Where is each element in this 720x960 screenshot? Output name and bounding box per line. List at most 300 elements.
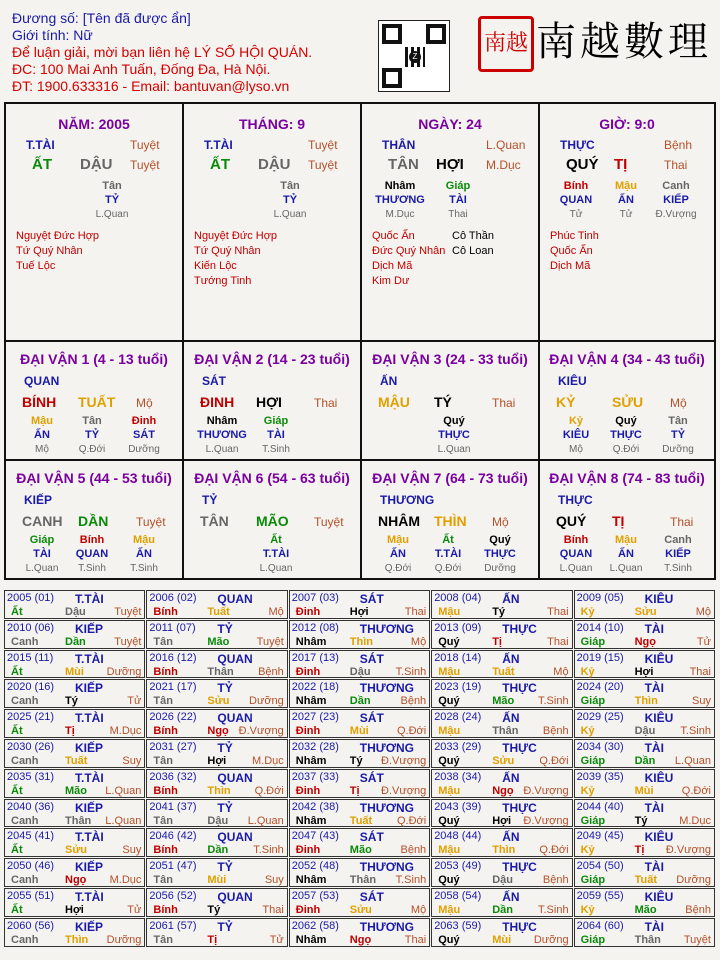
hidden-stem: Quý (615, 415, 637, 427)
year-cell (146, 739, 287, 768)
hidden-ten-god: QUAN (75, 548, 109, 560)
luck-branch: TUẤT (78, 394, 116, 410)
year-branch: Dậu (65, 606, 86, 618)
year-stem: Đinh (295, 606, 321, 618)
luck-stem: TÂN (200, 513, 229, 529)
hidden-stage: L.Quan (95, 209, 129, 220)
year-stem: Quý (438, 755, 460, 767)
year-stage: Mộ (410, 635, 427, 648)
year-label: 2036 (32) (149, 770, 197, 783)
year-stem: Tân (153, 695, 173, 708)
year-cell (574, 918, 715, 947)
year-stem: Canh (11, 874, 39, 887)
year-ten-god: T.TÀI (75, 711, 104, 726)
year-stage: T.Sinh (395, 665, 427, 678)
hidden-stem: Tân (280, 180, 300, 192)
year-cell (4, 769, 145, 798)
hidden-stage: Thai (448, 209, 468, 220)
year-cell (4, 888, 145, 917)
year-cell (4, 828, 145, 857)
hidden-stage: Q.Đới (612, 444, 640, 455)
hidden-stage: Dưỡng (662, 444, 694, 455)
year-ten-god: TÀI (644, 860, 664, 875)
year-branch: Ngọ (634, 635, 656, 648)
year-label: 2030 (26) (7, 741, 55, 753)
hidden-stem: Giáp (29, 534, 55, 546)
year-label: 2015 (11) (7, 651, 54, 664)
year-stem: Tân (153, 755, 173, 767)
year-cell (289, 769, 430, 798)
year-cell (146, 918, 287, 947)
luck-pillar-cell (540, 342, 714, 461)
hidden-stage: Mộ (569, 444, 583, 455)
year-cell (431, 679, 572, 708)
star-item: Nguyệt Đức Hợp (194, 230, 278, 242)
year-stem: Mậu (438, 665, 461, 678)
year-stem: Bính (153, 784, 178, 797)
year-label: 2025 (21) (7, 711, 55, 724)
year-label: 2029 (25) (576, 711, 624, 724)
year-cell (431, 769, 572, 798)
year-label: 2013 (09) (434, 621, 482, 634)
hidden-ten-god: KIÊU (562, 429, 590, 441)
year-label: 2005 (01) (7, 592, 55, 604)
hidden-stem: Kỷ (568, 415, 584, 427)
year-label: 2035 (31) (7, 770, 55, 783)
year-branch: Tuất (492, 665, 515, 678)
hidden-stage: L.Quan (609, 563, 643, 574)
year-branch: Thìn (492, 844, 516, 857)
year-ten-god: T.TÀI (75, 830, 104, 845)
year-branch: Tý (65, 695, 78, 708)
year-branch: Dần (65, 635, 86, 648)
year-label: 2061 (57) (149, 919, 197, 932)
star-item: Nguyệt Đức Hợp (16, 230, 100, 242)
pillar-cell (6, 104, 184, 342)
year-cell (289, 828, 430, 857)
year-ten-god: ẤN (502, 651, 520, 666)
hidden-ten-god: T.TÀI (262, 548, 290, 560)
year-stage: Thai (404, 933, 427, 946)
hidden-stage: L.Quan (25, 563, 59, 574)
year-cell (289, 888, 430, 917)
year-ten-god: KIẾP (75, 681, 104, 696)
year-stem: Canh (11, 755, 39, 767)
year-label: 2007 (03) (291, 592, 339, 604)
year-stem: Giáp (580, 814, 606, 827)
year-ten-god: TÀI (644, 919, 664, 934)
year-stage: Q.Đới (396, 814, 427, 827)
year-ten-god: KIÊU (644, 651, 674, 666)
year-branch: Tị (634, 844, 645, 857)
pillar-ten-god: THỰC (560, 138, 595, 152)
year-label: 2012 (08) (291, 621, 339, 634)
luck-stem: NHÂM (378, 513, 420, 529)
year-label: 2058 (54) (434, 890, 482, 902)
hidden-stem: Đinh (131, 415, 157, 427)
year-stage: Đ.Vượng (381, 755, 427, 767)
year-label: 2026 (22) (149, 711, 197, 724)
year-cell (289, 620, 430, 649)
luck-branch: THÌN (434, 513, 467, 529)
year-stem: Ất (11, 725, 23, 738)
year-ten-god: QUAN (217, 890, 253, 904)
pillar-title: NGÀY: 24 (418, 116, 482, 132)
year-stage: M.Dục (109, 874, 142, 887)
year-stem: Tân (153, 933, 173, 946)
year-stem: Kỷ (580, 606, 595, 618)
year-branch: Thân (492, 725, 519, 738)
hidden-stage: Q.Đới (78, 444, 106, 455)
year-label: 2018 (14) (434, 651, 482, 664)
hidden-stem: Bính (563, 180, 589, 192)
year-cell (4, 799, 145, 828)
year-label: 2044 (40) (576, 800, 624, 813)
luck-stage: Thai (492, 396, 516, 410)
pillar-ten-god: T.TÀI (204, 138, 233, 152)
hidden-stem: Mậu (133, 534, 155, 546)
star-item: Quốc Ấn (550, 245, 593, 257)
hidden-ten-god: TỶ (104, 194, 120, 206)
pillar-cell (362, 104, 540, 342)
hidden-ten-god: QUAN (559, 548, 593, 560)
luck-stage: Thai (670, 515, 694, 529)
year-cell (146, 888, 287, 917)
hidden-stem: Bính (79, 534, 105, 546)
year-ten-god: THỰC (502, 681, 537, 696)
year-stage: Mộ (553, 665, 569, 678)
year-stem: Giáp (580, 635, 606, 648)
year-cell (574, 679, 715, 708)
year-ten-god: TỶ (217, 800, 233, 815)
year-label: 2011 (07) (149, 621, 196, 634)
year-stem: Nhâm (295, 695, 327, 708)
year-ten-god: KIÊU (644, 830, 674, 845)
pillar-stem: QUÝ (566, 156, 599, 173)
year-stage: Q.Đới (396, 725, 427, 738)
qr-code-icon: Z (378, 20, 450, 92)
year-stage: M.Dục (679, 814, 711, 827)
hidden-stem: Tân (82, 415, 102, 427)
year-branch: Hợi (492, 814, 512, 827)
year-branch: Sửu (349, 904, 372, 916)
year-cell (289, 918, 430, 947)
luck-pillar-title: ĐẠI VẬN 5 (44 - 53 tuổi) (16, 470, 172, 486)
year-stem: Quý (438, 814, 460, 827)
year-ten-god: TÀI (644, 741, 664, 755)
year-ten-god: SÁT (359, 711, 384, 726)
luck-stem: MẬU (378, 394, 410, 410)
year-branch: Mão (207, 635, 230, 648)
year-stem: Đinh (295, 904, 321, 916)
hidden-stage: Q.Đới (434, 563, 462, 574)
year-label: 2033 (29) (434, 741, 482, 753)
year-cell (574, 769, 715, 798)
year-ten-god: QUAN (217, 651, 253, 666)
pillar-stage-stem: Bệnh (664, 138, 693, 152)
year-branch: Tị (492, 635, 502, 648)
hidden-stem: Tân (668, 415, 688, 427)
year-stem: Nhâm (295, 814, 327, 827)
year-ten-god: TỶ (217, 741, 233, 755)
year-stage: Thai (689, 665, 711, 678)
year-cell (574, 858, 715, 887)
year-cell (146, 620, 287, 649)
pillar-stem: ẤT (32, 156, 52, 173)
year-stage: Q.Đới (539, 844, 569, 857)
year-cell (574, 620, 715, 649)
pillar-ten-god: T.TÀI (26, 138, 55, 152)
luck-branch: TỊ (612, 513, 625, 529)
year-ten-god: KIÊU (644, 890, 674, 904)
year-label: 2045 (41) (7, 830, 55, 843)
hidden-stem: Mậu (615, 534, 637, 546)
year-label: 2027 (23) (291, 711, 339, 724)
year-ten-god: KIÊU (644, 711, 674, 726)
hidden-ten-god: TỶ (84, 429, 100, 441)
year-branch: Thìn (349, 635, 374, 648)
year-cell (4, 858, 145, 887)
year-stage: Tử (127, 904, 142, 916)
year-branch: Tý (207, 904, 221, 916)
year-stage: T.Sinh (538, 695, 569, 708)
year-label: 2038 (34) (434, 770, 482, 783)
year-stage: Bệnh (542, 874, 569, 887)
hidden-stage: T.Sinh (78, 563, 106, 574)
hidden-ten-god: THỰC (438, 429, 470, 441)
year-label: 2019 (15) (576, 651, 624, 664)
star-item: Cô Thần (452, 230, 494, 242)
year-stage: Tuyệt (683, 933, 711, 946)
year-stem: Quý (438, 933, 460, 946)
year-branch: Sửu (65, 844, 88, 857)
pillar-stage-stem: L.Quan (486, 138, 526, 152)
hidden-stage: L.Quan (273, 209, 307, 220)
year-cell (431, 709, 572, 738)
luck-pillar-title: ĐẠI VẬN 7 (64 - 73 tuổi) (372, 470, 528, 486)
year-ten-god: SÁT (359, 651, 384, 666)
luck-ten-god: TỶ (202, 493, 218, 507)
luck-stem: BÍNH (22, 394, 57, 410)
luck-stem: QUÝ (556, 513, 587, 529)
luck-stage: Mộ (670, 396, 687, 410)
year-ten-god: QUAN (217, 592, 253, 606)
year-cell (4, 709, 145, 738)
year-label: 2021 (17) (149, 681, 197, 694)
year-label: 2050 (46) (7, 860, 55, 873)
year-stem: Ất (11, 844, 23, 857)
hidden-ten-god: THỰC (484, 548, 516, 560)
pillar-stem: TÂN (388, 156, 419, 173)
year-stem: Đinh (295, 725, 321, 738)
year-label: 2031 (27) (149, 741, 197, 753)
luck-branch: SỬU (612, 394, 644, 410)
hidden-stem: Tân (102, 180, 122, 192)
hidden-stage: L.Quan (259, 563, 293, 574)
year-cell (574, 590, 715, 619)
luck-ten-god: THƯƠNG (380, 493, 435, 507)
year-stem: Canh (11, 695, 39, 708)
year-stem: Đinh (295, 844, 321, 857)
year-branch: Mão (634, 904, 657, 916)
phone-email-label: ĐT: 1900.633316 - Email: bantuvan@lyso.vn (12, 78, 290, 94)
year-branch: Mão (349, 844, 372, 857)
hidden-stage: L.Quan (437, 444, 471, 455)
star-item: Dịch Mã (372, 260, 413, 272)
pillar-stage-stem: Tuyệt (130, 138, 160, 152)
year-cell (431, 918, 572, 947)
year-stage: Thai (547, 635, 569, 648)
year-cell (146, 858, 287, 887)
luck-stage: Mộ (136, 396, 153, 410)
year-stem: Bính (153, 904, 178, 916)
year-ten-god: KIẾP (75, 800, 104, 815)
luck-ten-god: QUAN (24, 374, 60, 388)
pillar-title: NĂM: 2005 (58, 116, 130, 132)
year-stage: Dưỡng (533, 933, 569, 946)
pillar-branch: DẬU (80, 156, 113, 173)
luck-pillar-cell (6, 342, 184, 461)
year-branch: Sửu (492, 755, 515, 767)
pillar-title: THÁNG: 9 (238, 116, 306, 132)
hidden-ten-god: ẤN (618, 548, 634, 560)
year-stage: Dưỡng (249, 695, 284, 708)
year-branch: Dần (492, 904, 513, 916)
year-branch: Dậu (634, 725, 656, 738)
year-branch: Tuất (349, 814, 373, 827)
year-label: 2032 (28) (291, 741, 339, 753)
year-stem: Giáp (580, 695, 606, 708)
year-stem: Kỷ (580, 904, 595, 916)
pillar-stage-branch: Tuyệt (130, 158, 160, 172)
hidden-stem: Quý (489, 534, 511, 546)
star-item: Tứ Quý Nhân (16, 245, 83, 257)
year-stage: Bệnh (258, 665, 284, 678)
year-ten-god: TỶ (217, 681, 233, 696)
year-branch: Tý (349, 755, 363, 767)
year-stem: Đinh (295, 665, 321, 678)
year-stage: Tuyệt (114, 606, 142, 618)
gender-label: Giới tính: Nữ (12, 27, 93, 43)
year-stem: Kỷ (580, 665, 595, 678)
year-cell (146, 799, 287, 828)
star-item: Tứ Quý Nhân (194, 245, 261, 257)
year-label: 2023 (19) (434, 681, 482, 694)
hidden-stem: Mậu (387, 534, 409, 546)
year-stage: L.Quan (105, 814, 142, 827)
year-stage: Suy (122, 755, 142, 767)
year-label: 2055 (51) (7, 890, 55, 902)
year-label: 2042 (38) (291, 800, 339, 813)
year-ten-god: SÁT (359, 830, 384, 845)
year-branch: Tị (349, 784, 360, 797)
hidden-stem: Giáp (263, 415, 289, 427)
year-branch: Tuất (207, 606, 230, 618)
year-stage: Đ.Vượng (238, 725, 284, 738)
year-label: 2049 (45) (576, 830, 624, 843)
year-label: 2008 (04) (434, 592, 482, 604)
year-branch: Mùi (207, 874, 227, 887)
pillar-stage-branch: Thai (664, 158, 688, 172)
year-cell (146, 828, 287, 857)
luck-pillar-cell (540, 461, 714, 578)
year-cell (574, 888, 715, 917)
year-label: 2014 (10) (576, 621, 624, 634)
year-stage: Bệnh (400, 695, 427, 708)
year-stage: Suy (264, 874, 284, 887)
star-item: Kim Dư (372, 275, 410, 287)
star-item: Phúc Tinh (550, 230, 599, 242)
year-branch: Thân (634, 933, 661, 946)
hidden-ten-god: ẤN (390, 548, 406, 560)
year-stem: Canh (11, 814, 39, 827)
luck-stage: Tuyệt (136, 515, 166, 529)
year-branch: Thìn (634, 695, 658, 708)
year-cell (431, 799, 572, 828)
year-label: 2034 (30) (576, 741, 624, 753)
year-stage: Mộ (410, 904, 427, 916)
luck-pillar-title: ĐẠI VẬN 4 (34 - 43 tuổi) (549, 351, 705, 367)
luck-pillar-cell (362, 461, 540, 578)
hidden-ten-god: ẤN (618, 194, 634, 206)
luck-pillar-cell (362, 342, 540, 461)
year-stage: Suy (122, 844, 142, 857)
luck-branch: DẦN (78, 513, 109, 529)
hidden-stage: Mộ (35, 444, 49, 455)
year-cell (574, 739, 715, 768)
year-branch: Thân (207, 665, 234, 678)
star-item: Tướng Tinh (194, 275, 252, 287)
year-branch: Tị (65, 725, 75, 738)
hidden-stem: Quý (443, 415, 465, 427)
hidden-stem: Bính (563, 534, 589, 546)
year-ten-god: SÁT (359, 770, 384, 785)
year-stage: M.Dục (109, 725, 142, 738)
luck-pillar-cell (184, 461, 362, 578)
luck-branch: HỢI (256, 394, 282, 410)
year-stage: Đ.Vượng (523, 784, 569, 797)
year-stem: Ất (11, 665, 23, 678)
year-ten-god: SÁT (359, 592, 384, 606)
year-stem: Kỷ (580, 844, 595, 857)
hidden-stage: Tử (569, 209, 583, 220)
year-cell (4, 739, 145, 768)
year-stage: T.Sinh (538, 904, 569, 916)
year-ten-god: T.TÀI (75, 651, 104, 666)
year-stem: Nhâm (295, 874, 327, 887)
year-label: 2046 (42) (149, 830, 197, 843)
year-stem: Kỷ (580, 725, 595, 738)
year-branch: Mùi (634, 784, 654, 797)
year-branch: Dậu (349, 665, 371, 678)
year-stage: T.Sinh (395, 874, 427, 887)
hidden-stage: T.Sinh (664, 563, 692, 574)
year-label: 2041 (37) (149, 800, 197, 813)
luck-stage: Tuyệt (314, 515, 344, 529)
year-ten-god: ẤN (502, 830, 520, 845)
year-cell (574, 828, 715, 857)
hidden-stage: M.Dục (385, 209, 415, 220)
luck-pillar-cell (184, 342, 362, 461)
year-branch: Hợi (65, 904, 84, 916)
luck-stem: KỶ (556, 394, 576, 410)
year-cell (289, 650, 430, 679)
year-stage: Dưỡng (676, 874, 711, 887)
year-ten-god: THƯƠNG (359, 860, 414, 875)
year-ten-god: KIẾP (75, 919, 104, 934)
year-ten-god: THƯƠNG (359, 681, 414, 696)
year-branch: Ngọ (492, 784, 514, 797)
